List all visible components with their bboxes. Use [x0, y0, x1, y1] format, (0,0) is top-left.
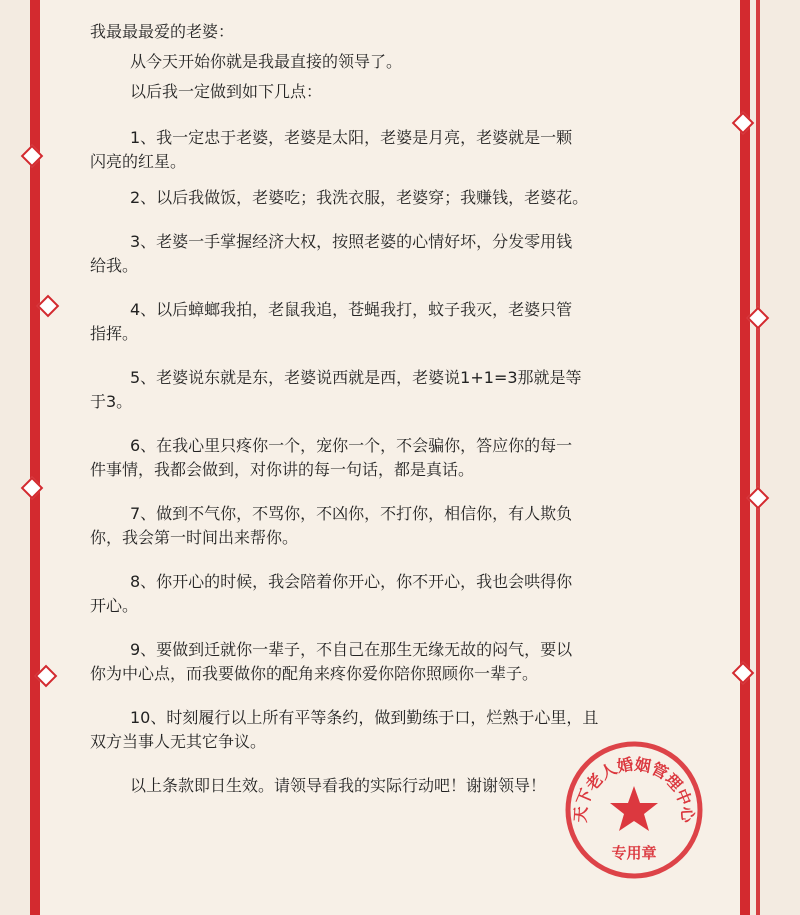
item-text: 你，我会第一时间出来帮你。 [90, 528, 299, 547]
item-text: 件事情，我都会做到，对你讲的每一句话，都是真话。 [90, 460, 475, 479]
list-item [90, 298, 730, 346]
intro-line: 从今天开始你就是我最直接的领导了。 [130, 52, 403, 71]
list-item [90, 366, 730, 414]
list-item [90, 230, 730, 278]
item-text: 1、我一定忠于老婆，老婆是太阳，老婆是月亮，老婆就是一颗 [130, 128, 573, 147]
right-red-stripe [740, 0, 750, 915]
greeting: 我最最最爱的老婆： [90, 22, 235, 41]
item-text: 2、以后我做饭，老婆吃；我洗衣服，老婆穿；我赚钱，老婆花。 [130, 188, 589, 207]
item-text: 开心。 [90, 596, 139, 615]
left-red-stripe [30, 0, 40, 915]
diamond-ornament [37, 295, 60, 318]
list-item [90, 126, 730, 174]
list-item [90, 434, 730, 482]
item-text: 于3。 [90, 392, 133, 411]
list-item [90, 570, 730, 618]
item-text: 指挥。 [90, 324, 139, 343]
item-text: 4、以后蟑螂我拍，老鼠我追，苍蝇我打，蚊子我灭，老婆只管 [130, 300, 573, 319]
list-item [90, 502, 730, 550]
letter-body [90, 20, 730, 798]
list-item [90, 186, 730, 210]
item-text: 5、老婆说东就是东，老婆说西就是西，老婆说1+1=3那就是等 [130, 368, 582, 387]
item-text: 双方当事人无其它争议。 [90, 732, 267, 751]
list-item [90, 638, 730, 686]
seal-bottom-text: 专用章 [611, 844, 657, 862]
right-thin-stripe [756, 0, 760, 915]
official-seal [564, 740, 704, 880]
item-text: 6、在我心里只疼你一个，宠你一个，不会骗你，答应你的每一 [130, 436, 573, 455]
item-text: 9、要做到迁就你一辈子，不自己在那生无缘无故的闷气，要以 [130, 640, 573, 659]
item-text: 给我。 [90, 256, 139, 275]
seal-arc-text: 天下老人婚姻管理中心 [570, 754, 698, 824]
intro-line: 以后我一定做到如下几点： [130, 82, 323, 101]
star-icon [610, 786, 658, 831]
item-text: 10、时刻履行以上所有平等条约，做到勤练于口，烂熟于心里，且 [130, 708, 599, 727]
closing-line: 以上条款即日生效。请领导看我的实际行动吧！谢谢领导！ [130, 776, 547, 795]
item-text: 3、老婆一手掌握经济大权，按照老婆的心情好坏，分发零用钱 [130, 232, 573, 251]
item-text: 闪亮的红星。 [90, 152, 187, 171]
item-text: 你为中心点，而我要做你的配角来疼你爱你陪你照顾你一辈子。 [90, 664, 539, 683]
item-text: 7、做到不气你，不骂你，不凶你，不打你，相信你，有人欺负 [130, 504, 573, 523]
item-text: 8、你开心的时候，我会陪着你开心，你不开心，我也会哄得你 [130, 572, 573, 591]
